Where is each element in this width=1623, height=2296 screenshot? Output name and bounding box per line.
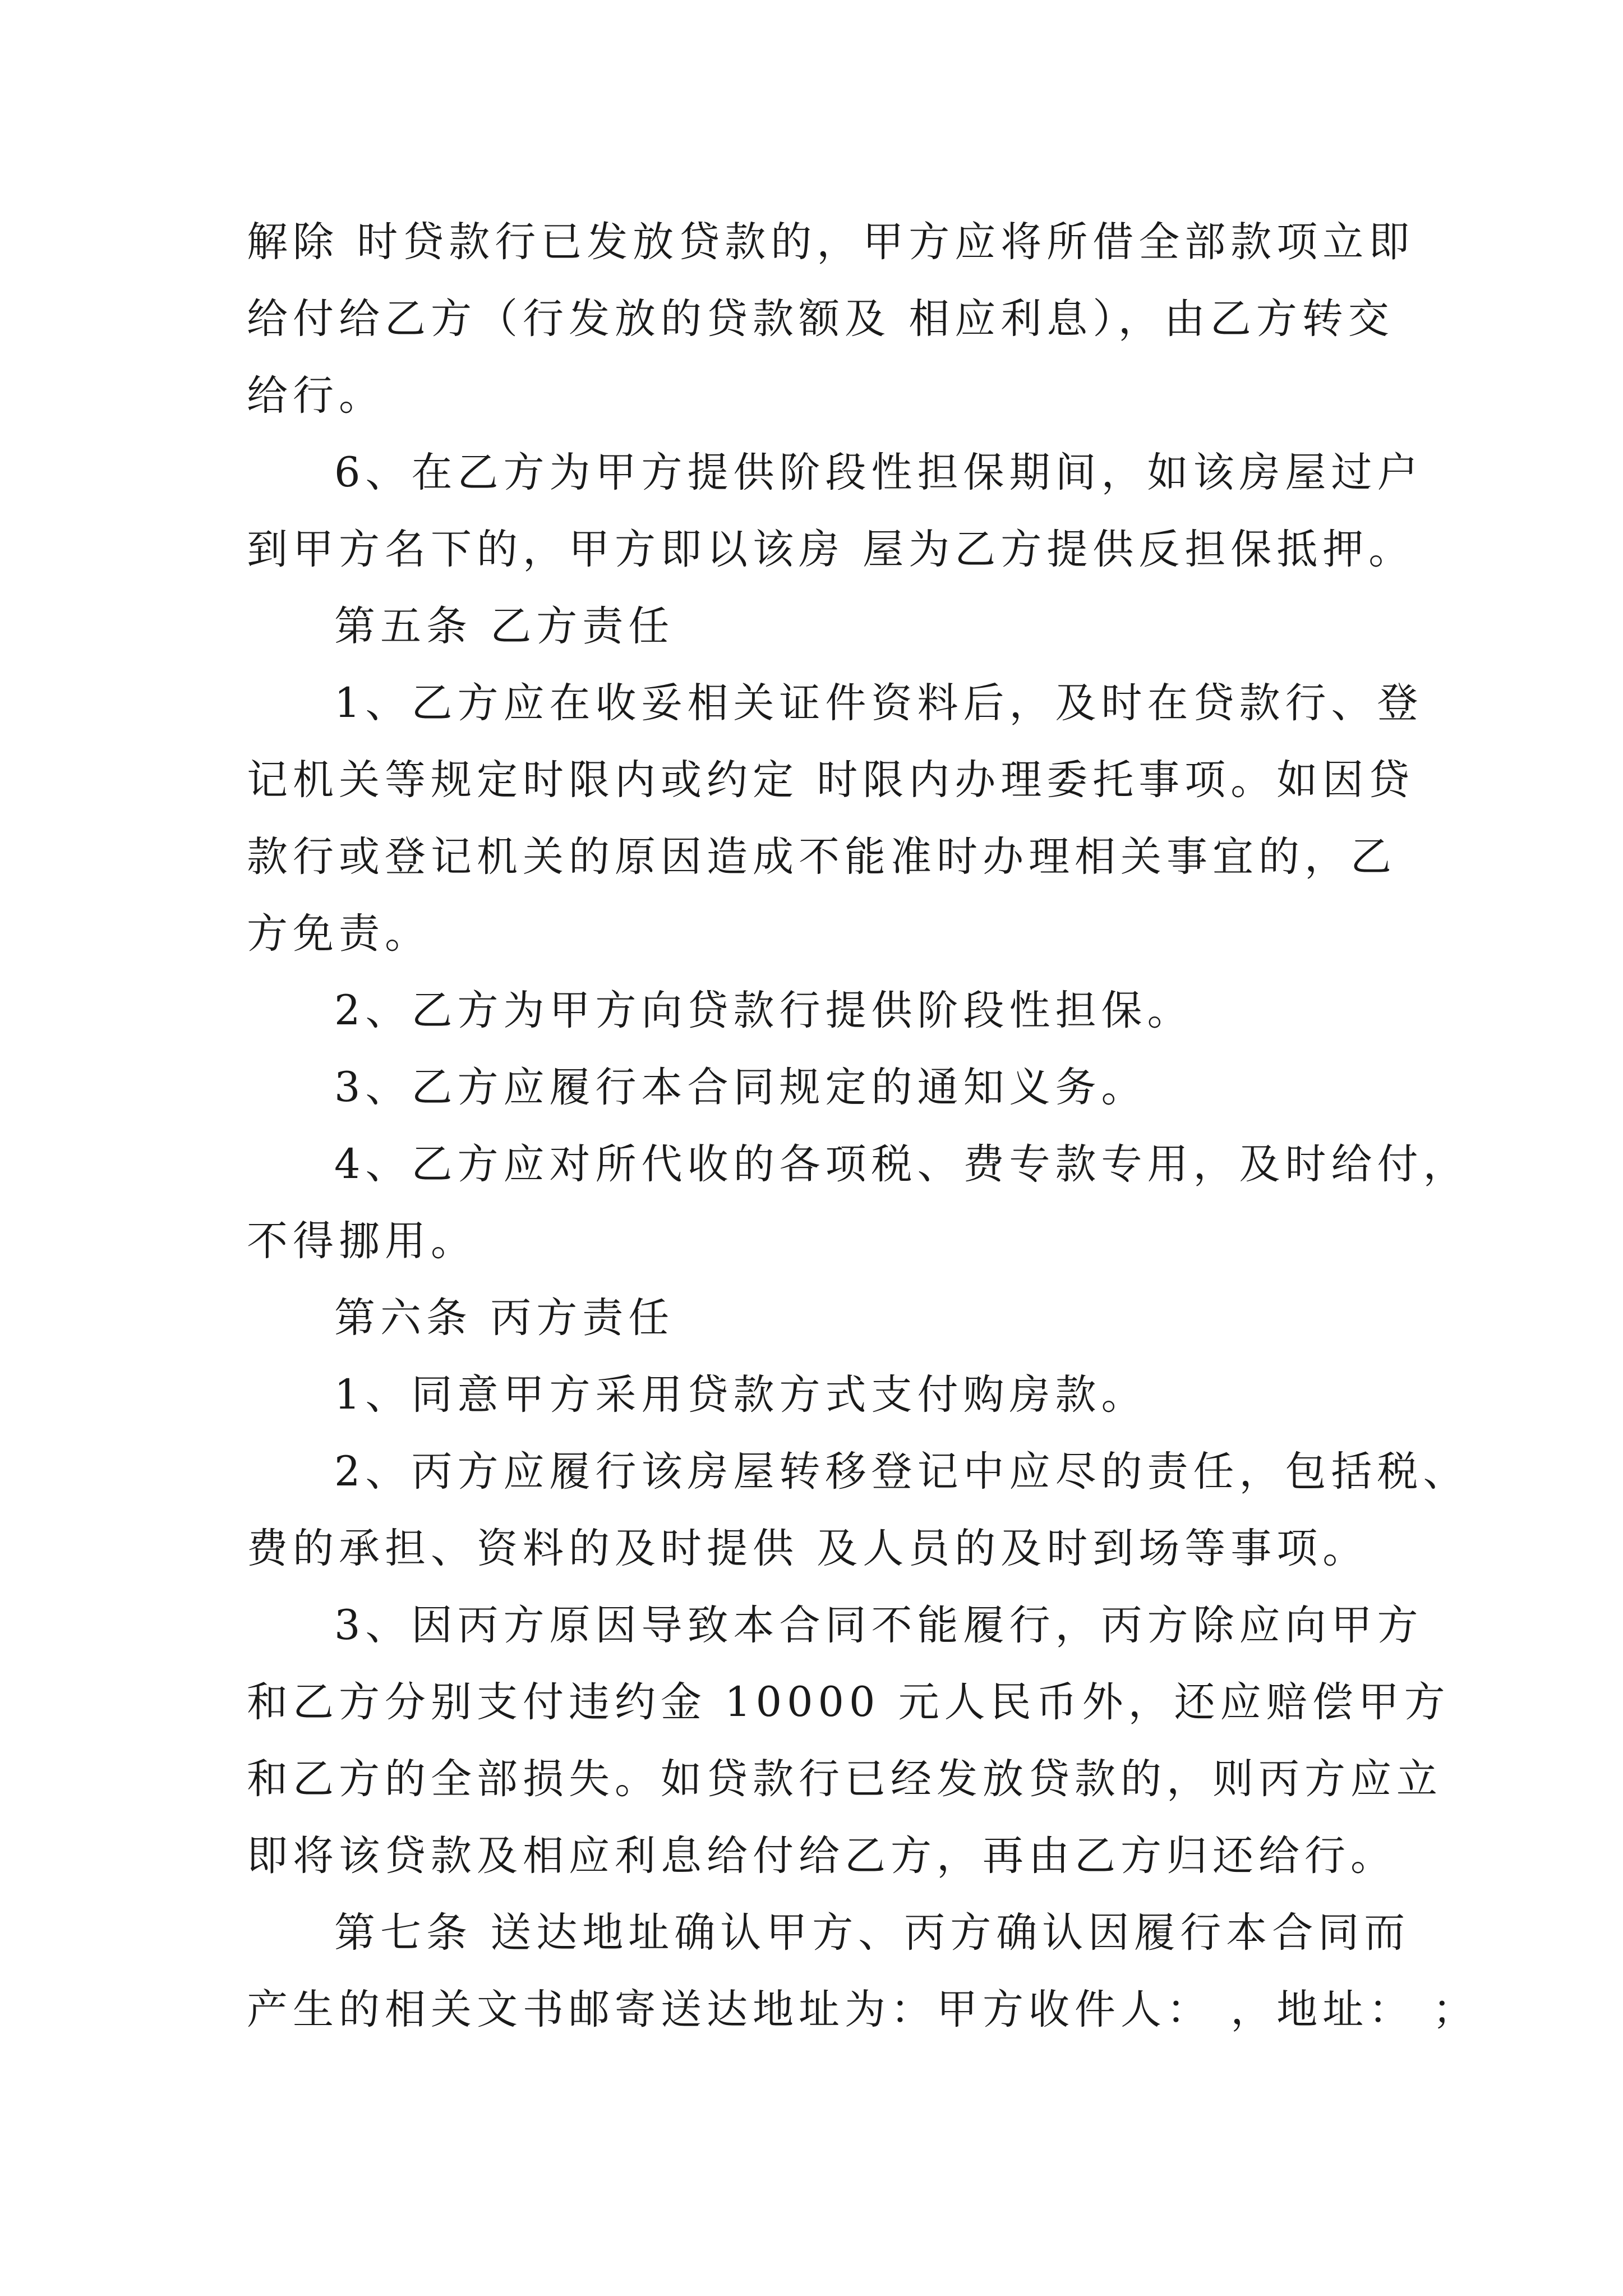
text-line: 和乙方的全部损失。如贷款行已经发放贷款的，则丙方应立	[247, 1755, 1442, 1803]
text-line: 方免责。	[247, 910, 431, 958]
text-line: 2、乙方为甲方向贷款行提供阶段性担保。	[334, 987, 1193, 1034]
section-heading: 第六条 丙方责任	[334, 1294, 675, 1342]
text-line: 记机关等规定时限内或约定 时限内办理委托事项。如因贷	[247, 756, 1415, 804]
section-heading: 第七条 送达地址确认甲方、丙方确认因履行本合同而	[334, 1909, 1410, 1957]
text-line: 款行或登记机关的原因造成不能准时办理相关事宜的，乙	[247, 833, 1396, 881]
text-line: 1、乙方应在收妥相关证件资料后，及时在贷款行、登	[334, 679, 1423, 727]
text-line: 费的承担、资料的及时提供 及人员的及时到场等事项。	[247, 1525, 1369, 1572]
text-line: 3、乙方应履行本合同规定的通知义务。	[334, 1064, 1147, 1111]
text-line: 解除 时贷款行已发放贷款的，甲方应将所借全部款项立即	[247, 218, 1415, 266]
text-line: 到甲方名下的，甲方即以该房 屋为乙方提供反担保抵押。	[247, 526, 1415, 573]
text-line: 给行。	[247, 372, 385, 420]
text-line: 3、因丙方原因导致本合同不能履行，丙方除应向甲方	[334, 1602, 1423, 1649]
text-line: 产生的相关文书邮寄送达地址为：甲方收件人： ，地址： ；	[247, 1986, 1479, 2033]
text-line: 给付给乙方（行发放的贷款额及 相应利息），由乙方转交	[247, 295, 1394, 343]
text-line: 6、在乙方为甲方提供阶段性担保期间，如该房屋过户	[334, 449, 1423, 496]
text-line: 4、乙方应对所代收的各项税、费专款专用，及时给付，	[334, 1140, 1469, 1188]
text-line: 和乙方分别支付违约金 10000 元人民币外，还应赔偿甲方	[247, 1678, 1450, 1726]
section-heading: 第五条 乙方责任	[334, 602, 675, 650]
text-line: 1、同意甲方采用贷款方式支付购房款。	[334, 1371, 1147, 1419]
text-line: 2、丙方应履行该房屋转移登记中应尽的责任，包括税、	[334, 1448, 1469, 1496]
text-line: 即将该贷款及相应利息给付给乙方，再由乙方归还给行。	[247, 1832, 1396, 1880]
text-line: 不得挪用。	[247, 1217, 477, 1265]
